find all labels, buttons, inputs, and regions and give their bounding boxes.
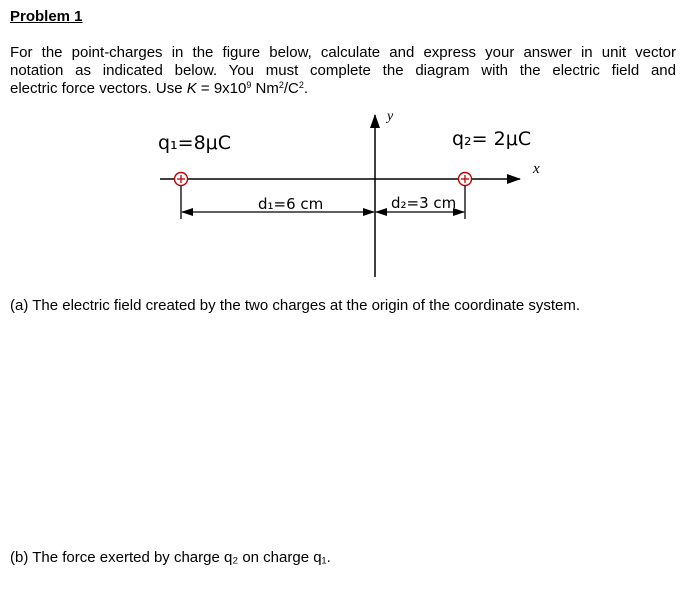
unit-nm: Nm xyxy=(251,80,279,97)
q1-charge xyxy=(175,173,188,186)
intro-line-1: For the point-charges in the figure below, calculate and express your answer in unit vector xyxy=(10,44,676,61)
x-axis-label: x xyxy=(533,161,540,177)
d2-label: d₂=3 cm xyxy=(391,194,457,212)
q2-label: q₂= 2μC xyxy=(452,128,532,150)
d1-label: d₁=6 cm xyxy=(258,195,324,213)
intro-period: . xyxy=(303,80,309,97)
unit-c: /C xyxy=(283,80,299,97)
q2-charge xyxy=(459,173,472,186)
q1-label: q₁=8μC xyxy=(158,132,232,154)
y-axis-label: y xyxy=(387,109,394,124)
exponent-2a: 2 xyxy=(278,80,284,90)
intro-prefix: electric force vectors. Use xyxy=(10,80,187,97)
exponent-2b: 2 xyxy=(298,80,304,90)
question-part-a: (a) The electric field created by the two charges at the origin of the coordinate system. xyxy=(10,297,581,314)
question-part-b: (b) The force exerted by charge q₂ on charge q₁. xyxy=(10,549,331,566)
k-equals: = 9x10 xyxy=(196,80,247,97)
k-symbol: K xyxy=(186,80,197,97)
problem-title: Problem 1 xyxy=(10,8,83,25)
intro-line-2: notation as indicated below. You must complete the diagram with the electric field and xyxy=(10,62,676,79)
exponent-9: 9 xyxy=(246,80,252,90)
